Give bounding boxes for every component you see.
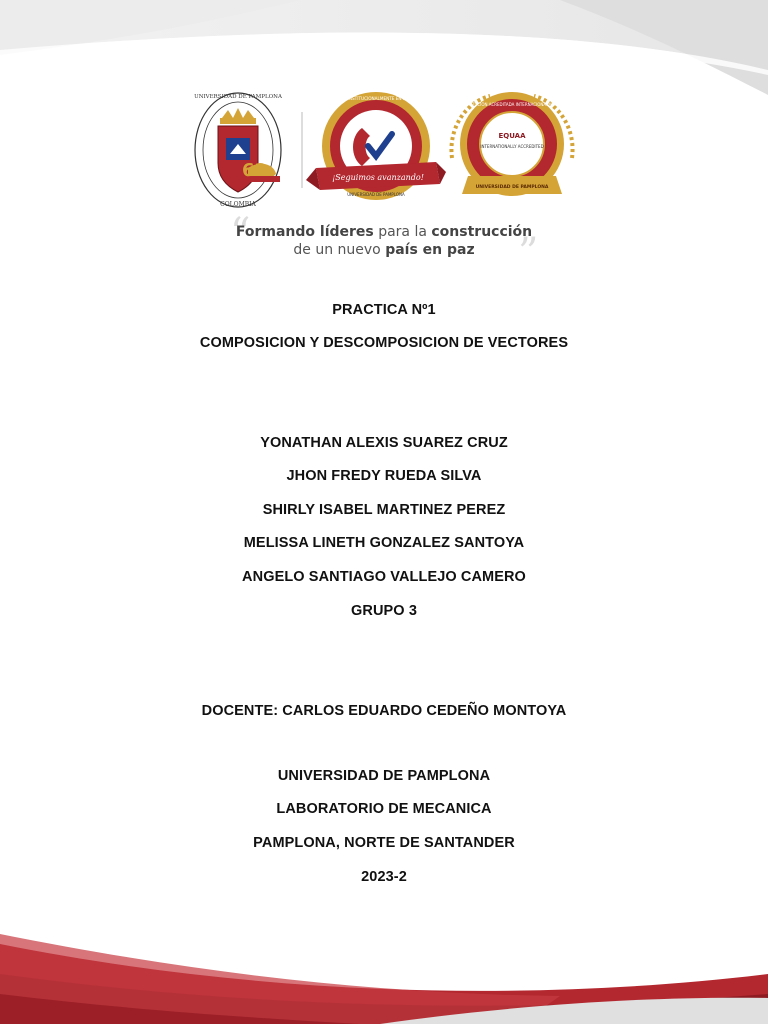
city-name: PAMPLONA, NORTE DE SANTANDER <box>253 835 515 851</box>
teacher-name: DOCENTE: CARLOS EDUARDO CEDEÑO MONTOYA <box>201 703 567 719</box>
quality-accreditation-icon <box>306 92 446 200</box>
close-quote-icon: ” <box>518 230 539 276</box>
accreditation-bottom-text: UNIVERSIDAD DE PAMPLONA <box>347 192 405 197</box>
institution-seals <box>190 88 580 213</box>
accreditation-ring-text: ACREDITADA INSTITUCIONALMENTE EN ALTA CALIDAD <box>319 96 433 101</box>
author-name: MELISSA LINETH GONZALEZ SANTOYA <box>243 535 525 551</box>
practice-title: PRACTICA Nº1 <box>332 302 436 318</box>
international-center-text: INTERNATIONALLY ACCREDITED <box>480 144 544 149</box>
group-label: GRUPO 3 <box>351 603 417 619</box>
slogan-line-1: Formando líderes para la construcción <box>235 224 533 240</box>
seal-ring-bottom: COLOMBIA <box>220 201 256 208</box>
seal-ring-top: UNIVERSIDAD DE PAMPLONA <box>194 94 282 100</box>
author-name: ANGELO SANTIAGO VALLEJO CAMERO <box>242 569 526 585</box>
academic-period: 2023-2 <box>361 869 407 885</box>
accreditation-ribbon-text: ¡Seguimos avanzando! <box>332 173 424 182</box>
international-ribbon-text: UNIVERSIDAD DE PAMPLONA <box>475 185 549 190</box>
author-name: SHIRLY ISABEL MARTINEZ PEREZ <box>262 502 506 518</box>
equaa-brand: EQUAA <box>498 132 526 140</box>
laboratory-name: LABORATORIO DE MECANICA <box>276 801 492 817</box>
international-ring-text: INSTITUCIÓN ACREDITADA INTERNACIONALMENTE <box>461 102 563 107</box>
university-name: UNIVERSIDAD DE PAMPLONA <box>277 768 491 784</box>
bottom-decoration <box>0 934 768 1024</box>
practice-subtitle: COMPOSICION Y DESCOMPOSICION DE VECTORES <box>199 335 569 351</box>
slogan-line-2: de un nuevo país en paz <box>293 242 475 258</box>
open-quote-icon: “ <box>230 210 251 256</box>
university-slogan <box>0 210 768 276</box>
author-name: JHON FREDY RUEDA SILVA <box>286 468 482 484</box>
author-name: YONATHAN ALEXIS SUAREZ CRUZ <box>260 435 508 451</box>
university-seal-icon <box>195 93 281 207</box>
years-mark: 62 <box>242 160 268 181</box>
